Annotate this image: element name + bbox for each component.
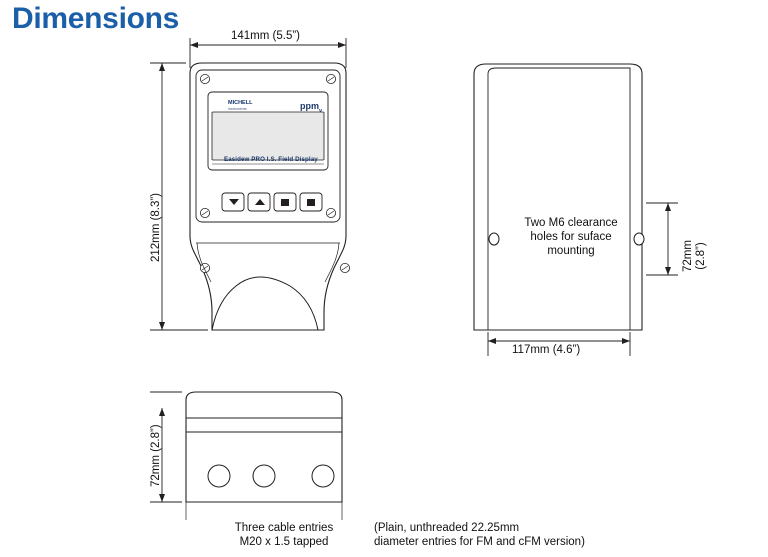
fm-version-note xyxy=(374,521,585,549)
mounting-holes-note xyxy=(518,216,624,258)
side-height-line1: 72mm xyxy=(682,240,694,272)
side-view-group xyxy=(474,64,644,330)
brand-subtitle: Instruments xyxy=(228,107,247,111)
mounting-note-line3: mounting xyxy=(547,245,595,257)
cable-entries-caption xyxy=(204,521,364,549)
side-width-dimension-label: 117mm (4.6”) xyxy=(512,344,581,356)
brand-name: MICHELL xyxy=(228,100,253,106)
page-title: Dimensions xyxy=(12,2,180,35)
cable-entries-line1: Three cable entries xyxy=(234,522,334,534)
cable-entries-line2: M20 x 1.5 tapped xyxy=(239,536,329,548)
side-height-line2: (2.8”) xyxy=(695,242,707,270)
device-model-caption: Easidew PRO I.S. Field Display xyxy=(224,156,318,163)
mounting-note-line2: holes for suface xyxy=(530,231,612,243)
front-view-group xyxy=(190,63,350,330)
front-height-dimension-label: 212mm (8.3”) xyxy=(150,192,162,262)
bottom-view-group xyxy=(186,392,342,502)
side-height-dimension-label xyxy=(682,240,708,272)
units-label: ppm$_v$ xyxy=(300,101,323,114)
mounting-note-line1: Two M6 clearance xyxy=(524,217,618,229)
bottom-height-dimension-label: 72mm (2.8”) xyxy=(150,424,162,487)
fm-note-line1: (Plain, unthreaded 22.25mm xyxy=(374,522,520,534)
fm-note-line2: diameter entries for FM and cFM version) xyxy=(374,536,585,548)
brand-logo xyxy=(228,100,252,112)
front-width-dimension-label: 141mm (5.5”) xyxy=(231,30,301,42)
